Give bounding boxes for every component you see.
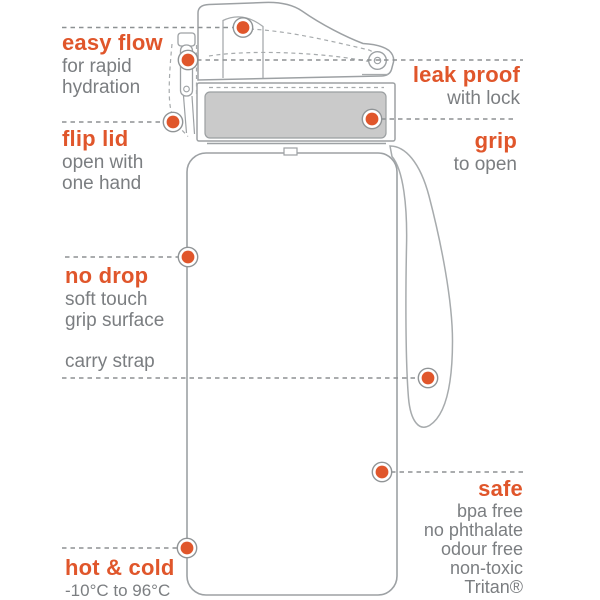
bottle-body [187,144,397,596]
no-drop-title: no drop [65,263,149,288]
marker-safe [372,462,391,481]
easy-flow-title: easy flow [62,30,163,55]
safe-line-3: odour free [440,539,523,559]
hot-cold-line-1: -10°C to 96°C [65,581,171,600]
grip-line-1: to open [453,154,517,175]
safe-title: safe [478,476,523,501]
carry-strap-label: carry strap [65,351,155,372]
flip-lid-line-2: one hand [62,173,142,194]
callout-easy-flow [62,30,163,98]
grip-band [205,92,386,138]
marker-easy-flow [233,18,252,37]
leak-proof-title: leak proof [412,62,520,87]
hot-cold-title: hot & cold [65,555,175,580]
marker-flip-lid [163,112,182,131]
flip-lid-line-1: open with [62,152,144,173]
marker-grip [362,109,381,128]
safe-line-1: bpa free [456,501,523,521]
callout-safe [424,476,523,597]
callout-grip [454,128,517,175]
flip-lid-drawing [198,2,394,80]
grip-title: grip [474,128,517,153]
easy-flow-line-2: hydration [62,77,141,98]
callout-flip-lid [62,126,143,194]
callout-no-drop [65,263,164,331]
no-drop-line-1: soft touch [65,289,148,310]
callout-hot-cold [65,555,175,600]
marker-leak-proof [178,50,197,69]
neck-tab [284,148,297,155]
easy-flow-line-1: for rapid [62,56,132,77]
leak-proof-line-1: with lock [447,88,520,109]
marker-carry-strap [418,368,437,387]
safe-line-2: no phthalate [423,520,523,540]
no-drop-line-2: grip surface [65,310,165,331]
safe-line-4: non-toxic [449,558,523,578]
safe-line-5: Tritan® [464,577,523,597]
marker-hot-cold [177,538,196,557]
callout-carry-strap [65,351,155,372]
flip-lid-title: flip lid [62,126,129,151]
marker-no-drop [178,247,197,266]
callout-leak-proof [413,62,520,109]
